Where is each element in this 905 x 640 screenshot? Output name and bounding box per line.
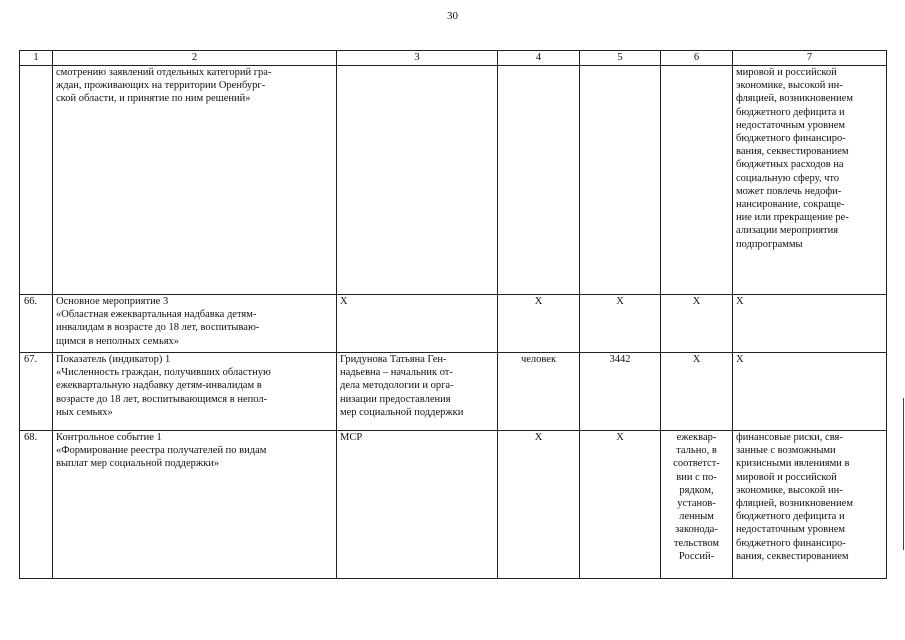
risks: финансовые риски, свя- занные с возможными кризисными явлениями в мировой и российской экономике, высокой ин- фляцией, возникновением бюджетного дефицита и недостаточным уровнем бюджетного финансиро- вания, секвестированием	[733, 431, 887, 579]
responsible: Х	[337, 295, 498, 353]
row-number: 66.	[20, 295, 53, 353]
program-table	[19, 50, 887, 579]
deadline: Х	[661, 353, 733, 431]
table-row	[20, 295, 887, 353]
table-row	[20, 431, 887, 579]
value: Х	[580, 295, 661, 353]
header-cell-3: 3	[337, 51, 498, 66]
scan-edge-line	[903, 398, 904, 550]
row-number: 67.	[20, 353, 53, 431]
activity-name: Показатель (индикатор) 1 «Численность граждан, получивших областную ежеквартальную надбавку детям-инвалидам в возрасте до 18 лет, воспитывающимся в непол- ных семьях»	[53, 353, 337, 431]
table-row	[20, 66, 887, 295]
unit	[498, 66, 580, 295]
header-cell-2: 2	[53, 51, 337, 66]
unit: Х	[498, 431, 580, 579]
table-row	[20, 353, 887, 431]
activity-name: Основное мероприятие 3 «Областная ежеквартальная надбавка детям- инвалидам в возрасте до 18 лет, воспитываю- щимся в неполных семьях»	[53, 295, 337, 353]
deadline	[661, 66, 733, 295]
responsible: Гридунова Татьяна Ген- надьевна – начальник от- дела методологии и орга- низации предоставления мер социальной поддержки	[337, 353, 498, 431]
responsible	[337, 66, 498, 295]
risks: Х	[733, 295, 887, 353]
header-cell-4: 4	[498, 51, 580, 66]
unit: Х	[498, 295, 580, 353]
value	[580, 66, 661, 295]
header-cell-7: 7	[733, 51, 887, 66]
deadline: Х	[661, 295, 733, 353]
header-cell-5: 5	[580, 51, 661, 66]
activity-name: смотрению заявлений отдельных категорий гра- ждан, проживающих на территории Оренбург- ской области, и принятие по ним решений»	[53, 66, 337, 295]
header-cell-1: 1	[20, 51, 53, 66]
header-cell-6: 6	[661, 51, 733, 66]
deadline: ежеквар- тально, в соответст- вии с по- рядком, установ- ленным законода- тельством Россий-	[661, 431, 733, 579]
value: 3442	[580, 353, 661, 431]
row-number	[20, 66, 53, 295]
risks: мировой и российской экономике, высокой ин- фляцией, возникновением бюджетного дефицита и недостаточным уровнем бюджетного финансиро- вания, секвестированием бюджетных расходов на социальную сферу, что может повлечь недофи- нансирование, сокраще- ние или прекращение ре- ализации мероприятия подпрограммы	[733, 66, 887, 295]
risks: Х	[733, 353, 887, 431]
page-number: 30	[447, 10, 458, 22]
unit: человек	[498, 353, 580, 431]
activity-name: Контрольное событие 1 «Формирование реестра получателей по видам выплат мер социальной поддержки»	[53, 431, 337, 579]
value: Х	[580, 431, 661, 579]
header-row	[20, 51, 887, 66]
row-number: 68.	[20, 431, 53, 579]
responsible: МСР	[337, 431, 498, 579]
